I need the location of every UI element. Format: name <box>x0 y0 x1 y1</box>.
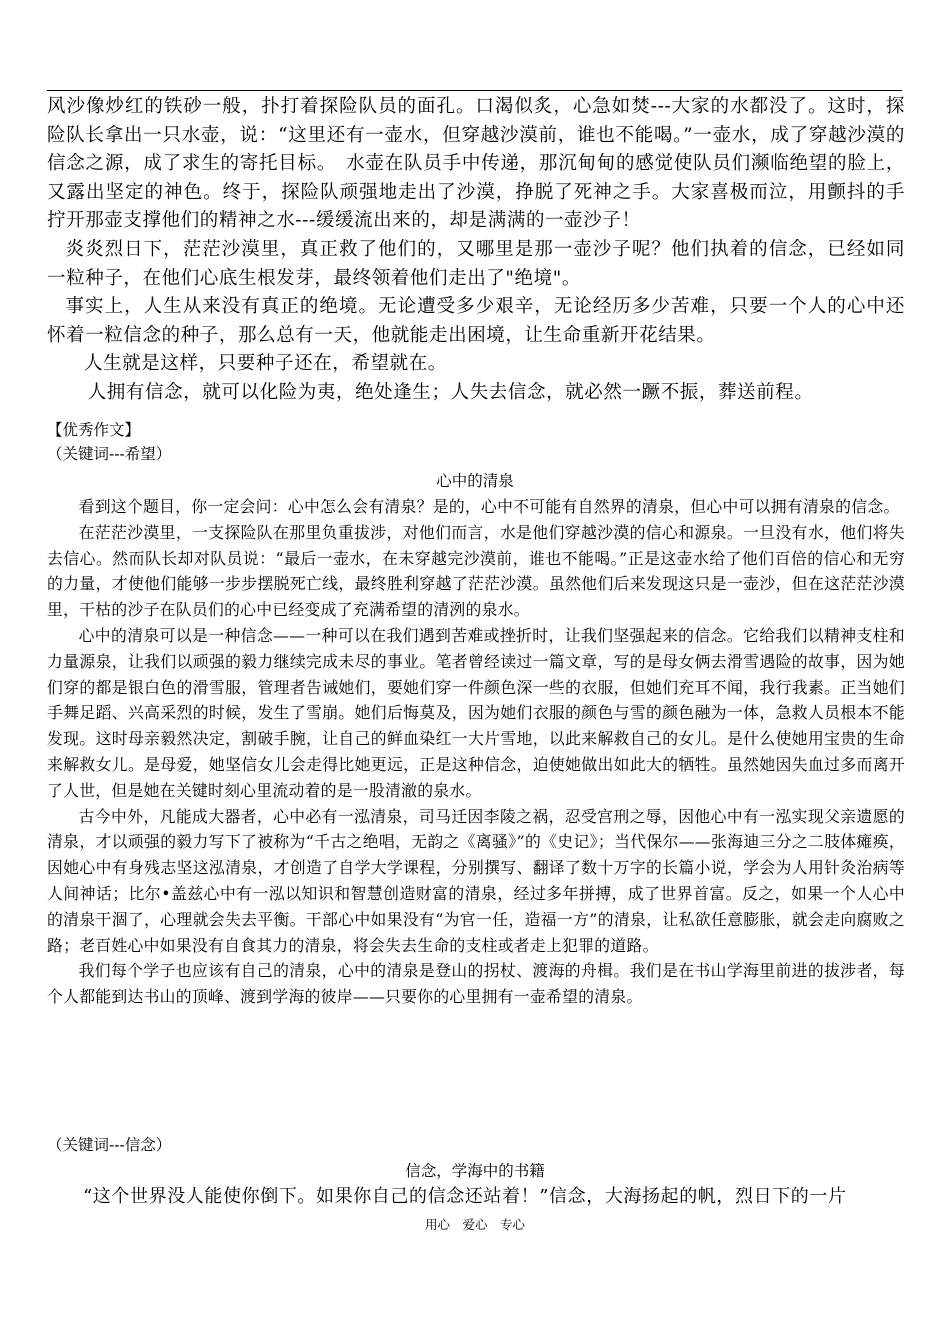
essay-title: 信念，学海中的书籍 <box>405 1162 545 1180</box>
paragraph: 我们每个学子也应该有自己的清泉，心中的清泉是登山的拐杖、渡海的舟楫。我们是在书山学海里前进的拔涉者，每个人都能到达书山的顶峰、渡到学海的彼岸——只要你的心里拥有一壶希望的清泉。 <box>47 961 905 1007</box>
top-rule <box>47 90 902 91</box>
top-passage <box>47 93 905 408</box>
paragraph: 古今中外，凡能成大器者，心中必有一泓清泉，司马迁因李陵之祸，忍受宫刑之辱，因他心中有一泓实现父亲遗愿的清泉，才以顽强的毅力写下了被称为“千古之绝唱，无韵之《离骚》”的《史记》；当代保尔——张海迪三分之二肢体瘫痪，因她心中有身残志坚这泓清泉，才创造了自学大学课程，分别撰写、翻译了数十万字的长篇小说，学会为人用针灸治病等人间神话；比尔•盖兹心中有一泓以知识和智慧创造财富的清泉，经过多年拼搏，成了世界首富。反之，如果一个人心中的清泉干涸了，心理就会失去平衡。干部心中如果没有“为官一任，造福一方”的清泉，让私欲任意膨胀，就会走向腐败之路；老百姓心中如果没有自食其力的清泉，将会失去生命的支柱或者走上犯罪的道路。 <box>47 806 905 955</box>
essay-body <box>47 494 905 1010</box>
section-heading: 【优秀作文】 <box>47 421 141 439</box>
paragraph: 人拥有信念，就可以化险为夷，绝处逢生；人失去信念，就必然一蹶不振，葬送前程。 <box>87 381 814 403</box>
essay-title: 心中的清泉 <box>436 472 514 490</box>
paragraph: 风沙像炒红的铁砂一般，扑打着探险队员的面孔。口渴似炙，心急如焚---大家的水都没了。这时，探险队长拿出一只水壶，说：“这里还有一壶水，但穿越沙漠前，谁也不能喝。”一壶水，成了穿越沙漠的信念之源，成了求生的寄托目标。 水壶在队员手中传递，那沉甸甸的感觉使队员们濒临绝望的脸上，又露出坚定的神色。终于，探险队顽强地走出了沙漠，挣脱了死神之手。大家喜极而泣，用颤抖的手拧开那壶支撑他们的精神之水---缓缓流出来的，却是满满的一壶沙子！ <box>47 96 905 232</box>
page-footer: 用心 爱心 专心 <box>424 1217 525 1232</box>
paragraph: 在茫茫沙漠里，一支探险队在那里负重拔涉，对他们而言，水是他们穿越沙漠的信心和源泉。一旦没有水，他们将失去信心。然而队长却对队员说：“最后一壶水，在未穿越完沙漠前，谁也不能喝。”正是这壶水给了他们百倍的信心和无穷的力量，才使他们能够一步步摆脱死亡线，最终胜利穿越了茫茫沙漠。虽然他们后来发现这只是一壶沙，但在这茫茫沙漠里，干枯的沙子在队员们的心中已经变成了充满希望的清洌的泉水。 <box>47 522 905 620</box>
paragraph: 心中的清泉可以是一种信念——一种可以在我们遇到苦难或挫折时，让我们坚强起来的信念。它给我们以精神支柱和力量源泉，让我们以顽强的毅力继续完成未尽的事业。笔者曾经读过一篇文章，写的是母女俩去滑雪遇险的故事，因为她们穿的都是银白色的滑雪服，管理者告诫她们，要她们穿一件颜色深一些的衣服，但她们充耳不闻，我行我素。正当她们手舞足蹈、兴高采烈的时候，发生了雪崩。她们后悔莫及，因为她们衣服的颜色与雪的颜色融为一体，急救人员根本不能发现。这时母亲毅然决定，割破手腕，让自己的鲜血染红一大片雪地，以此来解救自己的女儿。是什么使她用宝贵的生命来解救女儿。是母爱，她坚信女儿会走得比她更远，正是这种信念，迫使她做出如此大的牺牲。虽然她因失血过多而离开了人世，但是她在关键时刻心里流动着的是一股清澈的泉水。 <box>47 625 905 800</box>
paragraph: 看到这个题目，你一定会问：心中怎么会有清泉？是的，心中不可能有自然界的清泉，但心中可以拥有清泉的信念。 <box>78 497 900 516</box>
paragraph: 事实上，人生从来没有真正的绝境。无论遭受多少艰辛，无论经历多少苦难，只要一个人的心中还怀着一粒信念的种子，那么总有一天，他就能走出困境，让生命重新开花结果。 <box>47 296 905 346</box>
essay-first-line: “这个世界没人能使你倒下。如果你自己的信念还站着！”信念，大海扬起的帆，烈日下的一片 <box>83 1186 847 1207</box>
paragraph: 炎炎烈日下，茫茫沙漠里，真正救了他们的，又哪里是那一壶沙子呢？他们执着的信念，已经如同一粒种子，在他们心底生根发芽，最终领着他们走出了"绝境"。 <box>47 238 905 289</box>
paragraph: 人生就是这样，只要种子还在，希望就在。 <box>84 353 447 375</box>
keyword-label: （关键词---希望） <box>47 445 172 463</box>
keyword-label: （关键词---信念） <box>47 1136 172 1154</box>
